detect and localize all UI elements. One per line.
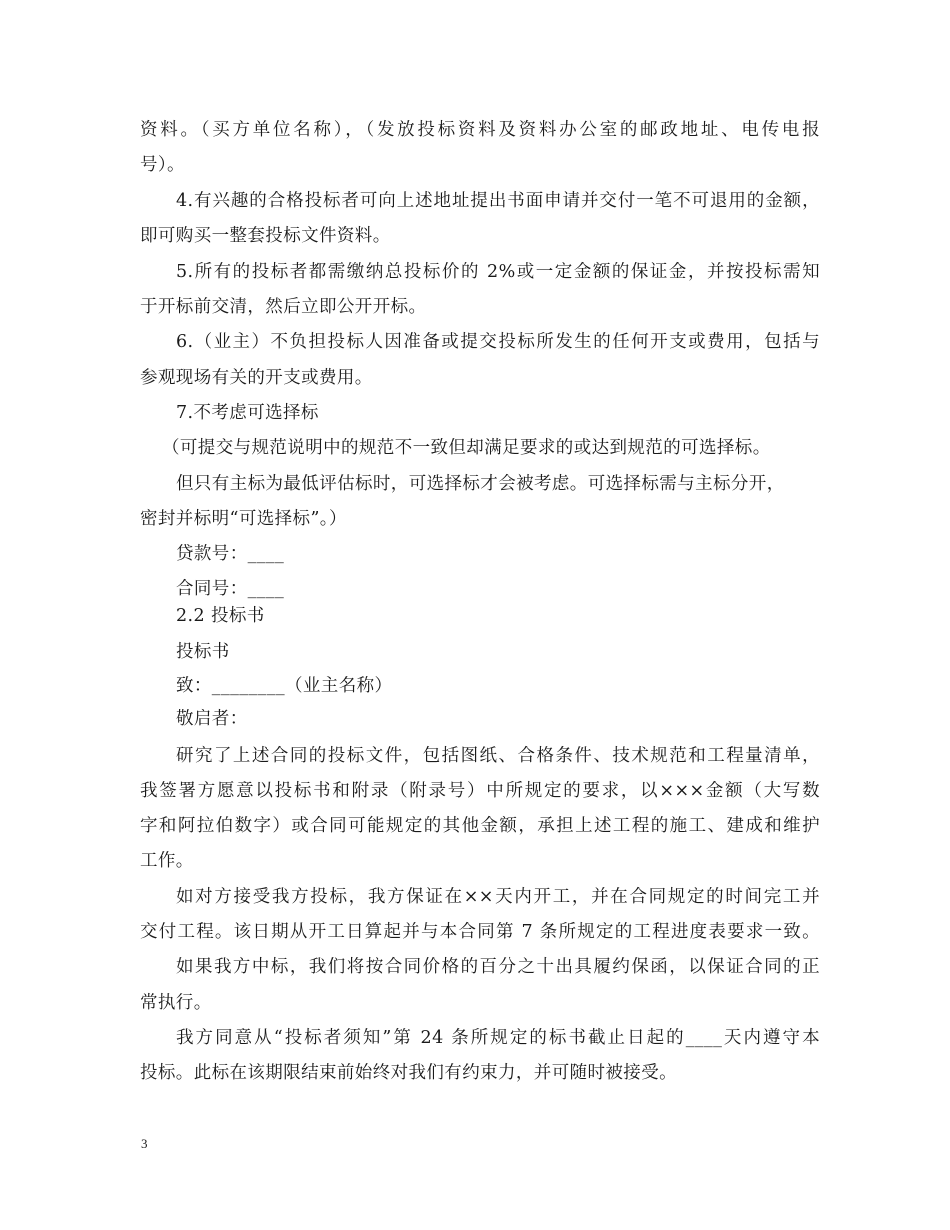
- text-line: 研究了上述合同的投标文件，包括图纸、合格条件、技术规范和工程量清单，: [176, 746, 820, 766]
- text-line: 但只有主标为最低评估标时，可选择标才会被考虑。可选择标需与主标分开，: [176, 474, 785, 494]
- text-line: 7.不考虑可选择标: [176, 403, 319, 423]
- text-line: 如果我方中标，我们将按合同价格的百分之十出具履约保函，以保证合同的正: [176, 957, 820, 977]
- text-line: 4.有兴趣的合格投标者可向上述地址提出书面申请并交付一笔不可退用的金额，: [176, 191, 820, 211]
- text-line: 如对方接受我方投标，我方保证在××天内开工，并在合同规定的时间完工并: [176, 887, 820, 907]
- text-line: 参观现场有关的开支或费用。: [140, 368, 373, 388]
- text-line: 字和阿拉伯数字）或合同可能规定的其他金额，承担上述工程的施工、建成和维护: [140, 816, 820, 836]
- text-line: 6.（业主）不负担投标人因准备或提交投标所发生的任何开支或费用，包括与: [176, 332, 820, 352]
- text-line: 资料。（买方单位名称），（发放投标资料及资料办公室的邮政地址、电传电报: [140, 120, 820, 140]
- text-line: 即可购买一整套投标文件资料。: [140, 226, 391, 246]
- text-line: 号）。: [140, 155, 185, 175]
- text-line: 贷款号：____: [176, 544, 285, 564]
- text-line: 5.所有的投标者都需缴纳总投标价的 2%或一定金额的保证金，并按投标需知: [176, 262, 820, 282]
- text-line: 交付工程。该日期从开工日算起并与本合同第 7 条所规定的工程进度表要求一致。: [140, 922, 820, 942]
- text-line: 我方同意从“投标者须知”第 24 条所规定的标书截止日起的____天内遵守本: [176, 1028, 820, 1048]
- page-number: 3: [141, 1136, 148, 1151]
- text-line: 致：________（业主名称）: [176, 676, 393, 696]
- text-line: 敬启者：: [176, 709, 248, 729]
- text-line: 密封并标明“可选择标”。）: [140, 509, 347, 529]
- text-line: （可提交与规范说明中的规范不一致但却满足要求的或达到规范的可选择标。: [162, 438, 771, 458]
- text-line: 投标。此标在该期限结束前始终对我们有约束力，并可随时被接受。: [140, 1063, 677, 1083]
- text-line: 工作。: [140, 851, 194, 871]
- text-line: 常执行。: [140, 993, 212, 1013]
- text-line: 合同号：____: [176, 579, 285, 599]
- document-title: 投标书: [176, 642, 230, 662]
- text-line: 我签署方愿意以投标书和附录（附录号）中所规定的要求，以×××金额（大写数: [140, 781, 820, 801]
- text-line: 于开标前交清，然后立即公开开标。: [140, 297, 427, 317]
- section-heading: 2.2 投标书: [176, 606, 265, 626]
